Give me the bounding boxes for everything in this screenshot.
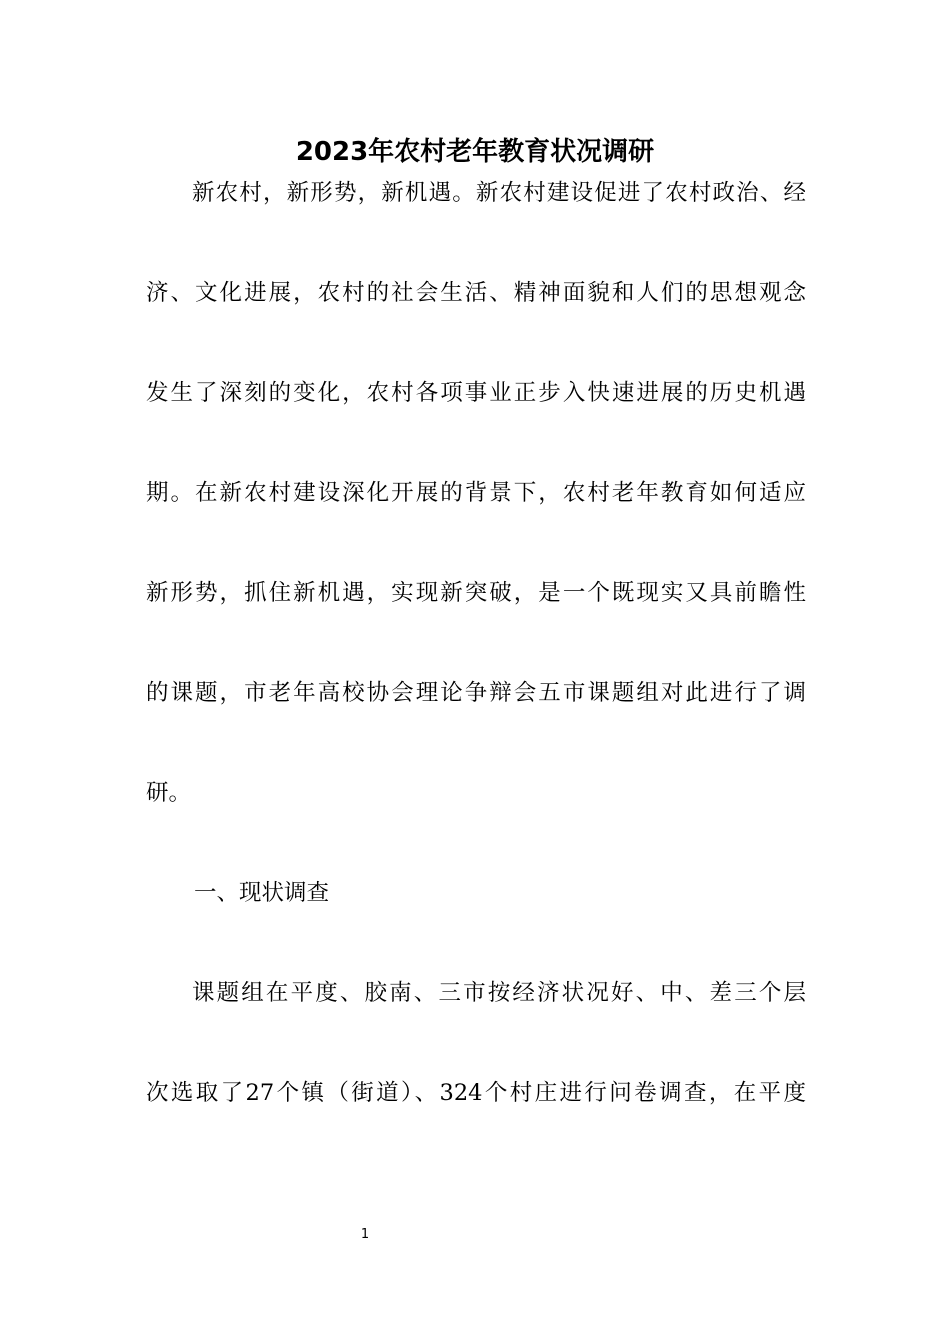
paragraph-2-line-2: 次选取了27个镇（街道）、324个村庄进行问卷调查，在平度 — [146, 1080, 806, 1106]
paragraph-1-line-4: 期。在新农村建设深化开展的背景下，农村老年教育如何适应 — [146, 480, 806, 506]
paragraph-1-line-7: 研。 — [146, 780, 192, 806]
paragraph-1-line-3: 发生了深刻的变化，农村各项事业正步入快速进展的历史机遇 — [146, 380, 806, 406]
document-title: 2023年农村老年教育状况调研 — [295, 137, 655, 167]
paragraph-1-line-5: 新形势，抓住新机遇，实现新突破，是一个既现实又具前瞻性 — [146, 580, 806, 606]
paragraph-1-line-2: 济、文化进展，农村的社会生活、精神面貌和人们的思想观念 — [146, 280, 806, 306]
paragraph-2-line-1: 课题组在平度、胶南、三市按经济状况好、中、差三个层 — [192, 980, 806, 1006]
paragraph-1-line-6: 的课题，市老年高校协会理论争辩会五市课题组对此进行了调 — [146, 680, 806, 706]
page-number: 1 — [360, 1227, 370, 1242]
section-1-heading: 一、现状调查 — [194, 880, 330, 906]
paragraph-1-line-1: 新农村，新形势，新机遇。新农村建设促进了农村政治、经 — [192, 180, 806, 206]
